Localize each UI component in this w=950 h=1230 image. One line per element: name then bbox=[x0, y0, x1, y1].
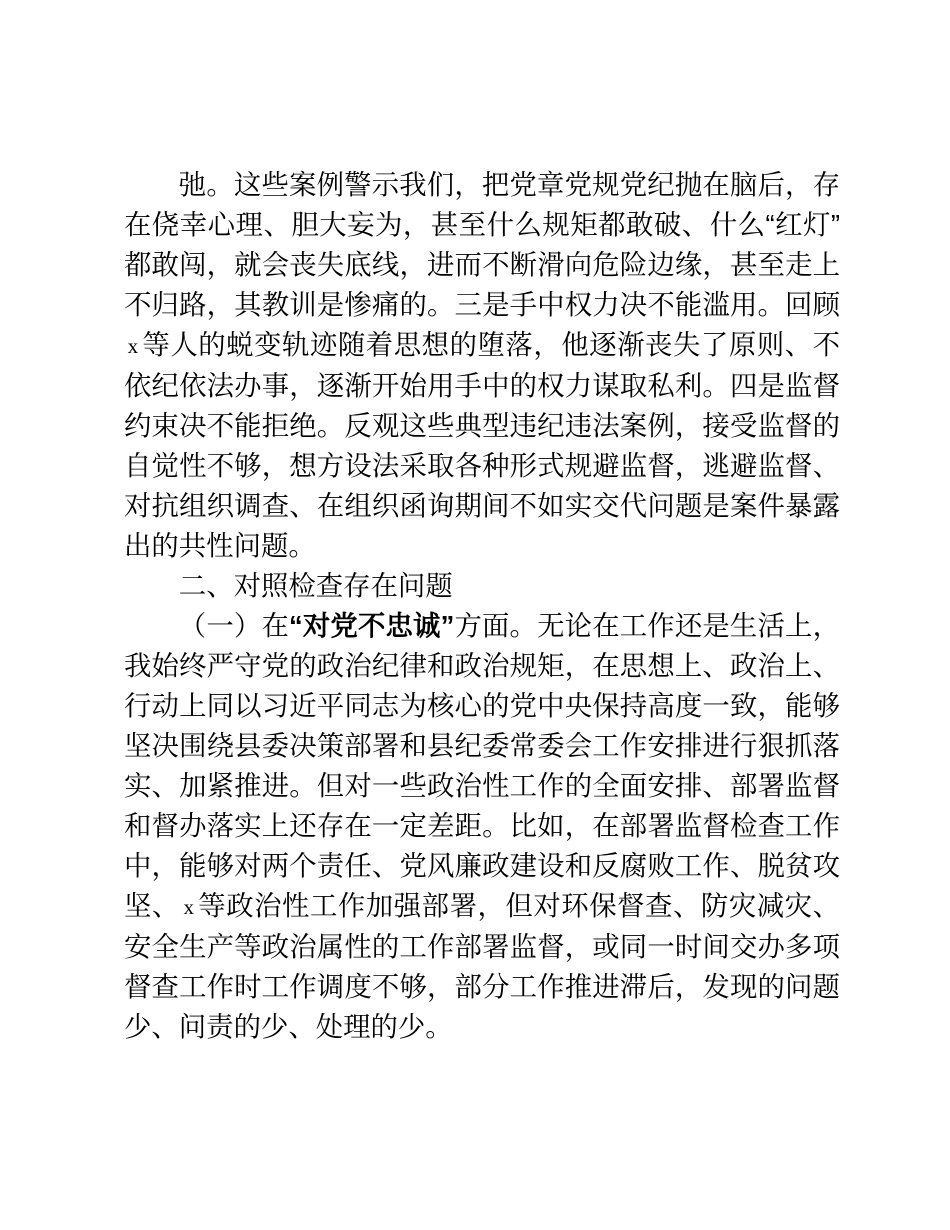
text-run: 二、对照检查存在问题 bbox=[178, 570, 453, 602]
body-paragraph bbox=[124, 606, 840, 1047]
text-run: 等人的蜕变轨迹随着思想的堕落，他逐渐丧失了原则、不依纪依法办事，逐渐开始用手中的权力谋取私利。四是监督约束决不能拒绝。反观这些典型违纪违法案例，接受监督的自觉性不够，想方设法采取各种形式规避监督，逃避监督、对抗组织调查、在组织函询期间不如实交代问题是案件暴露出的共性问题。 bbox=[124, 329, 840, 562]
text-run: 方面。无论在工作还是生活上，我始终严守党的政治纪律和政治规矩，在思想上、政治上、行动上同以习近平同志为核心的党中央保持高度一致，能够坚决围绕县委决策部署和县纪委常委会工作安排进行狠抓落实、加紧推进。但对一些政治性工作的全面安排、部署监督和督办落实上还存在一定差距。比如，在部署监督检查工作中，能够对两个责任、党风廉政建设和反腐败工作、脱贫攻坚、 bbox=[124, 610, 840, 922]
text-run: 等政治性工作加强部署，但对环保督查、防灾减灾、安全生产等政治属性的工作部署监督，或同一时间交办多项督查工作时工作调度不够，部分工作推进滞后，发现的问题少、问责的少、处理的少。 bbox=[124, 890, 840, 1043]
body-paragraph bbox=[124, 165, 840, 566]
document-body bbox=[124, 165, 840, 1047]
text-run: 弛。这些案例警示我们，把党章党规党纪抛在脑后，存在侥幸心理、胆大妄为，甚至什么规矩都敢破、什么“红灯”都敢闯，就会丧失底线，进而不断滑向危险边缘，甚至走上不归路，其教训是惨痛的。三是手中权力决不能滥用。回顾 bbox=[124, 169, 840, 320]
section-heading bbox=[124, 566, 840, 606]
latin-placeholder: x bbox=[127, 334, 139, 359]
emphasized-phrase: “对党不忠诚” bbox=[289, 610, 455, 642]
text-run: （一）在 bbox=[178, 610, 289, 642]
latin-placeholder: x bbox=[183, 895, 194, 920]
